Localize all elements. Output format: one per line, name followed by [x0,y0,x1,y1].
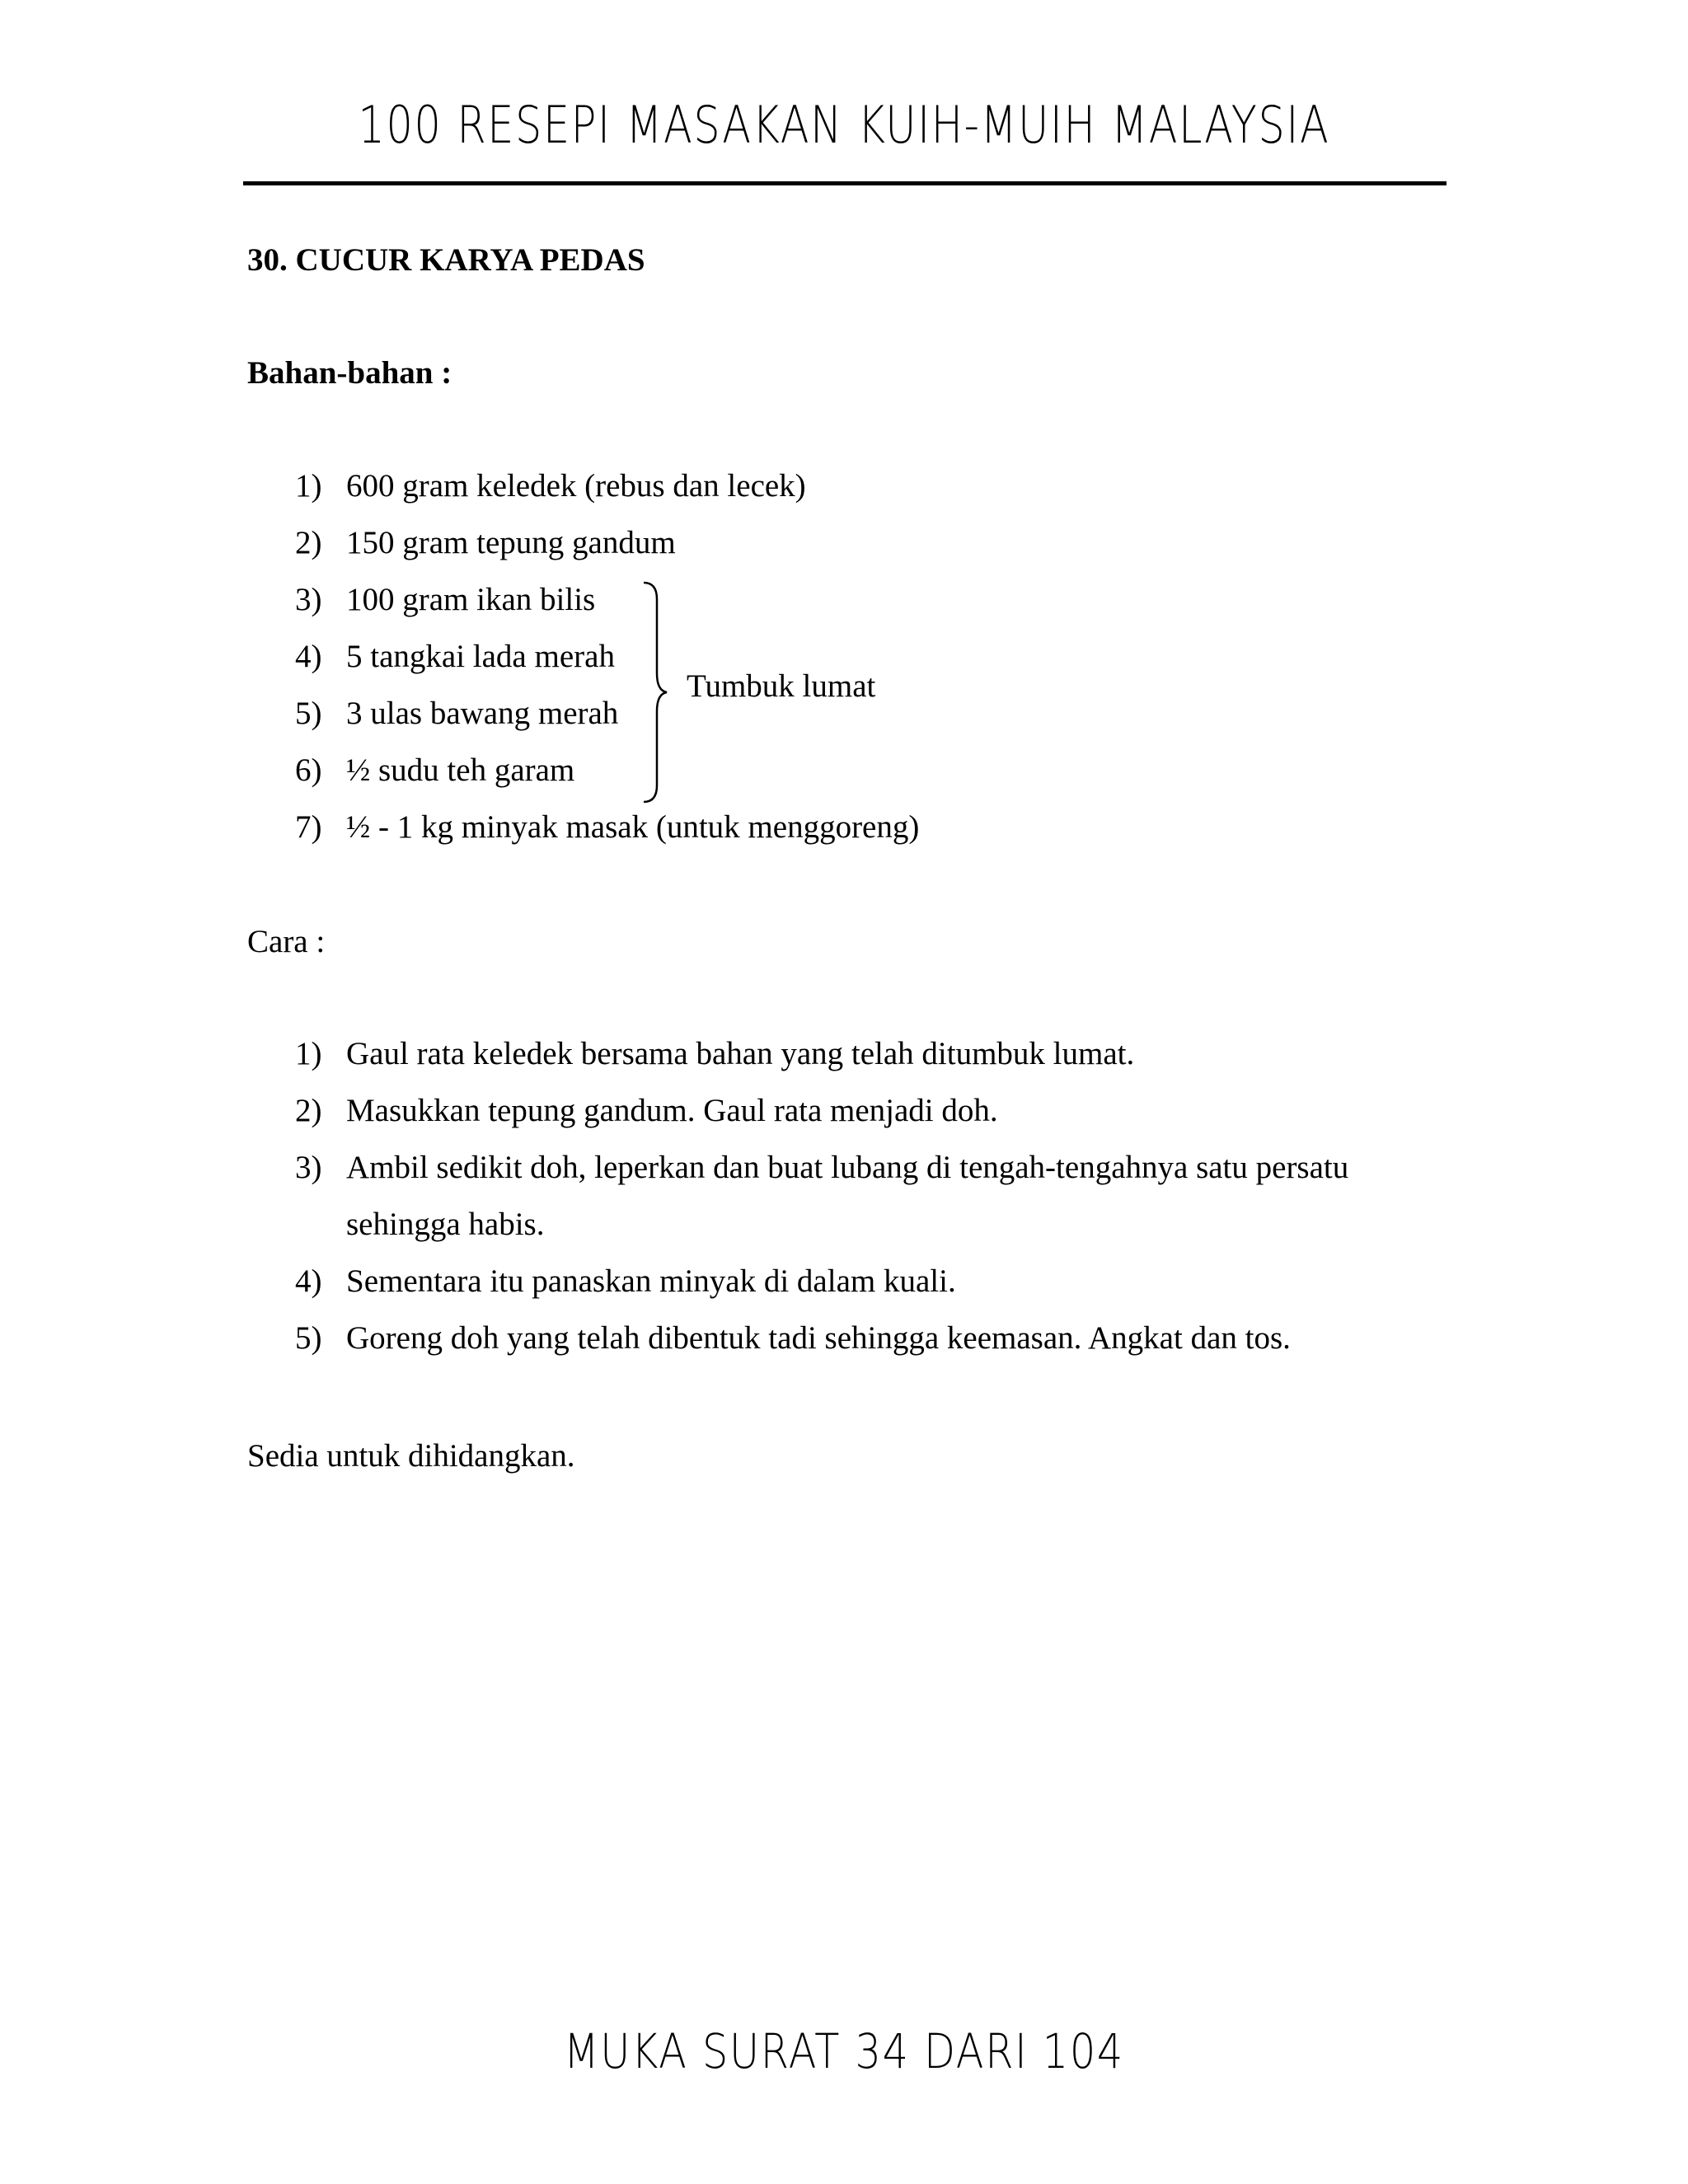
ingredient-text: 3 ulas bawang merah [346,696,619,731]
step-item [295,1149,1348,1186]
curly-brace [639,581,672,804]
step-text: Gaul rata keledek bersama bahan yang telah ditumbuk lumat. [346,1036,1135,1071]
list-number: 7) [295,809,322,845]
ingredient-item [295,638,615,675]
step-item [295,1035,1134,1072]
ingredient-item [295,467,806,504]
brace-note: Tumbuk lumat [687,668,876,704]
ingredient-text: ½ sudu teh garam [346,752,575,788]
ingredient-text: 600 gram keledek (rebus dan lecek) [346,468,806,504]
method-heading: Cara : [247,924,326,959]
ingredient-item [295,752,574,789]
list-number: 2) [295,1093,322,1128]
list-number: 4) [295,1263,322,1299]
step-text: Sementara itu panaskan minyak di dalam kuali. [346,1263,956,1299]
list-number: 1) [295,468,322,504]
closing-note: Sedia untuk dihidangkan. [247,1438,575,1474]
step-text: Ambil sedikit doh, leperkan dan buat lubang di tengah-tengahnya satu persatu [346,1150,1349,1185]
list-number: 4) [295,639,322,674]
ingredient-item [295,808,919,846]
list-number: 5) [295,1320,322,1356]
ingredient-text: ½ - 1 kg minyak masak (untuk menggoreng) [346,809,920,845]
list-number: 1) [295,1036,322,1071]
list-number: 3) [295,582,322,617]
ingredient-item [295,581,595,618]
list-number: 3) [295,1150,322,1185]
ingredient-text: 5 tangkai lada merah [346,639,615,674]
recipe-title: 30. CUCUR KARYA PEDAS [247,242,645,278]
ingredient-text: 100 gram ikan bilis [346,582,596,617]
page-number: MUKA SURAT 34 DARI 104 [564,2023,1124,2079]
step-text: Masukkan tepung gandum. Gaul rata menjadi doh. [346,1093,998,1128]
ingredients-heading: Bahan-bahan : [247,355,452,391]
step-item [295,1263,956,1300]
list-number: 5) [295,696,322,731]
step-text: Goreng doh yang telah dibentuk tadi sehingga keemasan. Angkat dan tos. [346,1320,1291,1356]
page-header: 100 RESEPI MASAKAN KUIH-MUIH MALAYSIA [358,95,1330,155]
ingredient-item [295,524,676,561]
list-number: 2) [295,525,322,560]
list-number: 6) [295,752,322,788]
step-item [295,1092,998,1129]
header-divider [243,181,1447,185]
step-text-continuation: sehingga habis. [346,1207,545,1242]
step-item [295,1319,1291,1357]
ingredient-item [295,695,618,732]
ingredient-text: 150 gram tepung gandum [346,525,676,560]
